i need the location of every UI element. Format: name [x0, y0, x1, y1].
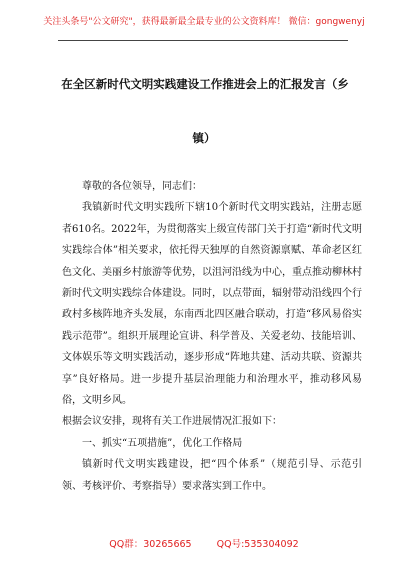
- footer-contact: [0, 536, 408, 550]
- footer-qq-number: QQ号:535304092: [216, 539, 299, 550]
- paragraph-2: 镇新时代文明实践建设，把“四个体系”（规范引导、示范引领、考核评价、考察指导）要求落实到工作中。: [62, 459, 362, 492]
- header-banner: 关注头条号"公文研究"，获得最新最全最专业的公文资料库！ 微信：gongwenyj: [43, 17, 365, 27]
- header-rule: [58, 40, 348, 41]
- document-title-line-1: 在全区新时代文明实践建设工作推进会上的汇报发言（乡: [61, 77, 349, 91]
- section-heading-1: 一、抓实“五项措施”，优化工作格局: [82, 437, 243, 449]
- transition-line: 根据会议安排，现将有关工作进展情况汇报如下：: [62, 416, 282, 428]
- footer-qq-group: QQ群：30265665: [109, 539, 192, 550]
- paragraph-1: 我镇新时代文明实践所下辖10个新时代文明实践站，注册志愿者610名。2022年，为贯彻落实上级宣传部门关于打造“新时代文明实践综合体”相关要求，依托得天独厚的自然资源禀赋、革命老区红色文化、美丽乡村旅游等优势，以沮河沿线为中心，重点推动柳林村新时代文明实践综合体建设。同时，以点带面，辐射带动沿线四个行政村多核阵地齐头发展，东南西北四区融合联动，打造“移风易俗实践示范带”。组织开展理论宣讲、科学普及、关爱老幼、技能培训、文体娱乐等文明实践活动，逐步形成“阵地共建、活动共联、资源共享”良好格局。进一步提升基层治理能力和治理水平，推动移风易俗，文明乡风。: [62, 202, 362, 407]
- salutation: 尊敬的各位领导，同志们：: [82, 181, 202, 192]
- document-body: [62, 176, 362, 497]
- document-title-line-2: 镇）: [192, 131, 216, 145]
